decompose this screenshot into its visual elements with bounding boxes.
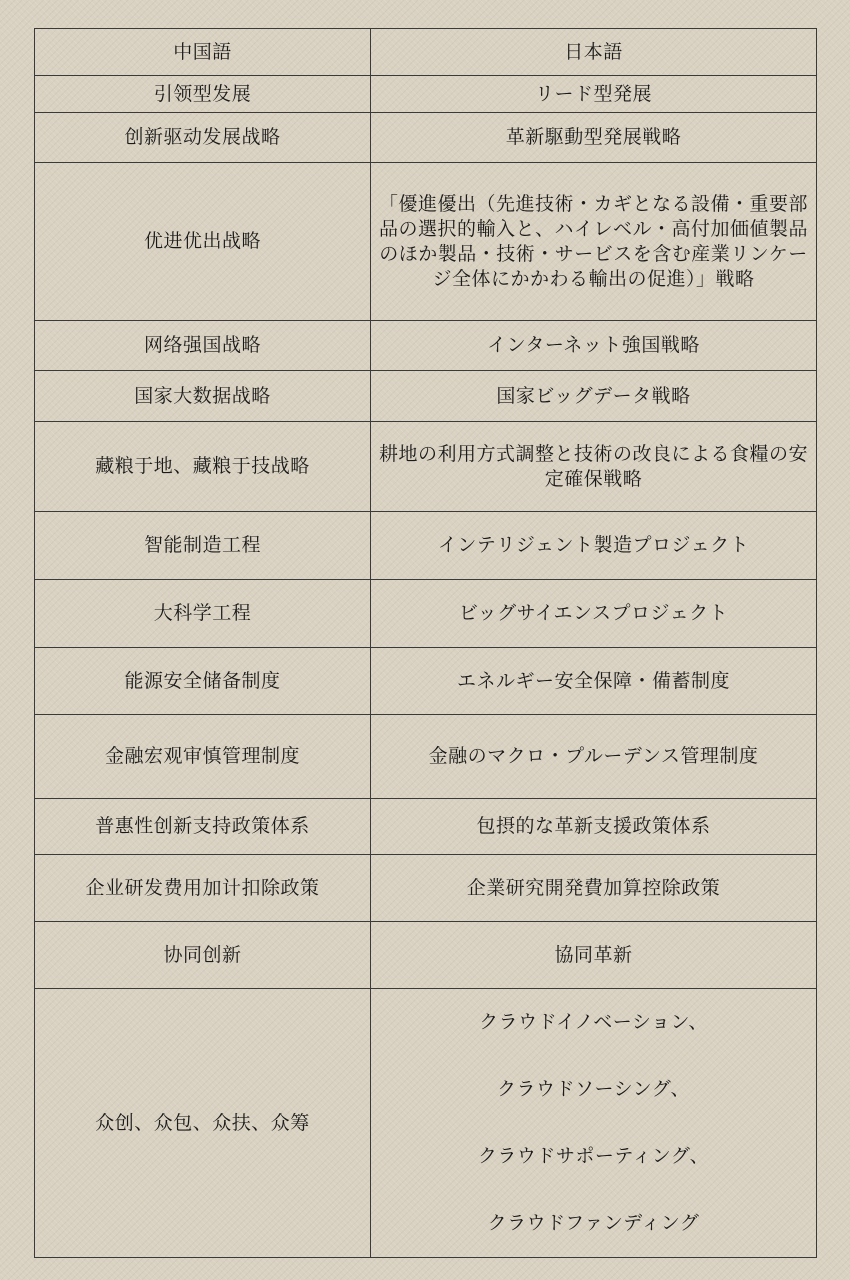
table-row: [35, 715, 817, 799]
table-row: [35, 799, 817, 855]
japanese-term: 国家ビッグデータ戦略: [371, 371, 817, 422]
chinese-term: 网络强国战略: [35, 321, 371, 371]
table-row: [35, 855, 817, 922]
table-row: [35, 113, 817, 163]
table-header-row: [35, 29, 817, 76]
japanese-term: 「優進優出（先進技術・カギとなる設備・重要部品の選択的輸入と、ハイレベル・高付加価値製品のほか製品・技術・サービスを含む産業リンケージ全体にかかわる輸出の促進）」戦略: [371, 163, 817, 321]
header-chinese: 中国語: [35, 29, 371, 76]
chinese-term: 智能制造工程: [35, 512, 371, 580]
translation-table: [34, 28, 817, 1258]
chinese-term: 金融宏观审慎管理制度: [35, 715, 371, 799]
japanese-term-list: [371, 989, 817, 1258]
table-row: [35, 163, 817, 321]
table-row: [35, 321, 817, 371]
table-row: [35, 580, 817, 648]
japanese-term-line: クラウドソーシング、: [496, 1078, 690, 1100]
japanese-term: ビッグサイエンスプロジェクト: [371, 580, 817, 648]
japanese-term: リード型発展: [371, 76, 817, 113]
table-row: [35, 371, 817, 422]
chinese-term: 普惠性创新支持政策体系: [35, 799, 371, 855]
chinese-term: 创新驱动发展战略: [35, 113, 371, 163]
japanese-term-line: クラウドファンディング: [487, 1212, 700, 1234]
table-row: [35, 512, 817, 580]
table-row: [35, 922, 817, 989]
japanese-term: インターネット強国戦略: [371, 321, 817, 371]
header-japanese: 日本語: [371, 29, 817, 76]
chinese-term: 企业研发费用加计扣除政策: [35, 855, 371, 922]
table-row: [35, 989, 817, 1258]
table-row: [35, 648, 817, 715]
japanese-term: エネルギー安全保障・備蓄制度: [371, 648, 817, 715]
japanese-term: 企業研究開発費加算控除政策: [371, 855, 817, 922]
japanese-term: 耕地の利用方式調整と技術の改良による食糧の安定確保戦略: [371, 422, 817, 512]
chinese-term: 国家大数据战略: [35, 371, 371, 422]
table-row: [35, 76, 817, 113]
chinese-term: 协同创新: [35, 922, 371, 989]
chinese-term: 众创、众包、众扶、众筹: [35, 989, 371, 1258]
table-row: [35, 422, 817, 512]
japanese-term: インテリジェント製造プロジェクト: [371, 512, 817, 580]
chinese-term: 优进优出战略: [35, 163, 371, 321]
japanese-term: 包摂的な革新支援政策体系: [371, 799, 817, 855]
chinese-term: 大科学工程: [35, 580, 371, 648]
chinese-term: 能源安全储备制度: [35, 648, 371, 715]
japanese-term: 革新駆動型発展戦略: [371, 113, 817, 163]
chinese-term: 藏粮于地、藏粮于技战略: [35, 422, 371, 512]
japanese-term-line: クラウドイノベーション、: [479, 1011, 708, 1033]
japanese-term-line: クラウドサポーティング、: [477, 1145, 710, 1167]
chinese-term: 引领型发展: [35, 76, 371, 113]
japanese-term: 金融のマクロ・プルーデンス管理制度: [371, 715, 817, 799]
japanese-term: 協同革新: [371, 922, 817, 989]
